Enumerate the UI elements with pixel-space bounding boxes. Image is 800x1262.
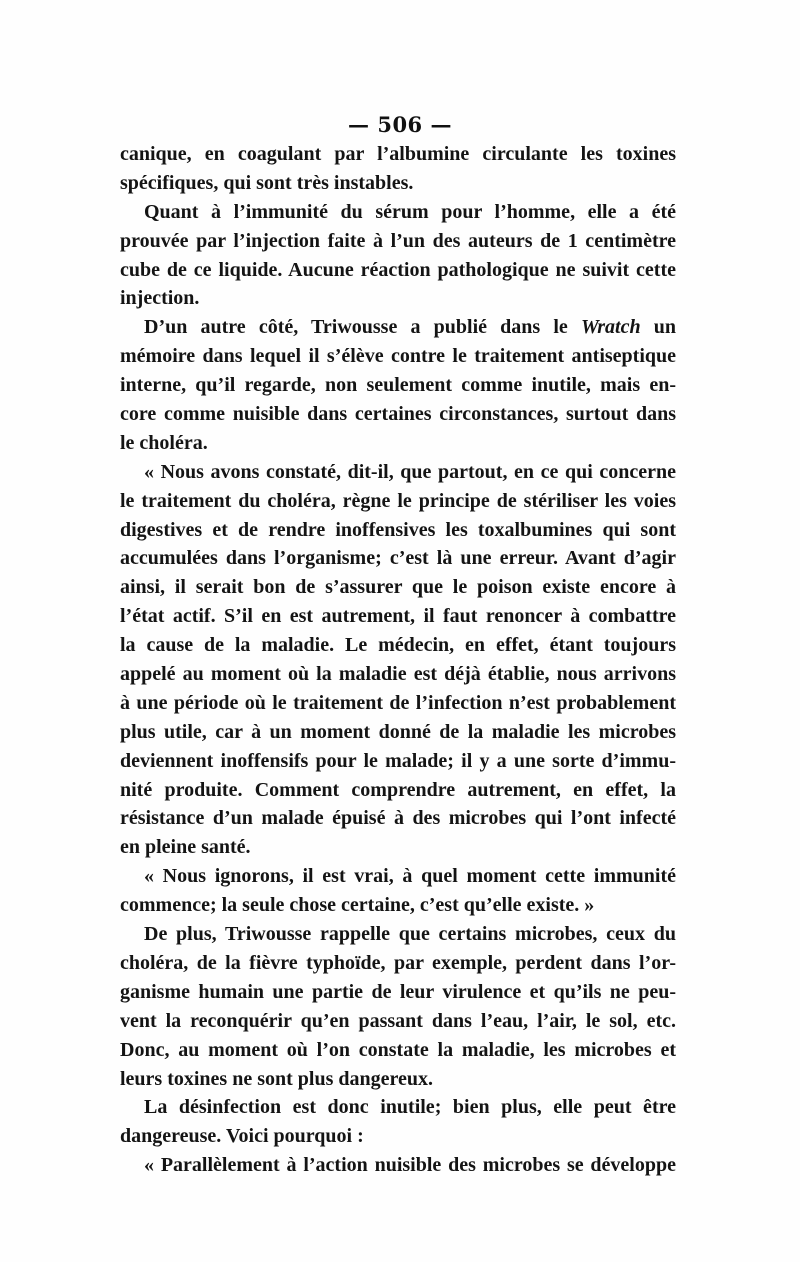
text-line: accumulées dans l’organisme; c’est là une erreur. Avant d’agir — [120, 547, 676, 570]
text-line: Quant à l’immunité du sérum pour l’homme, elle a été — [144, 200, 676, 223]
text-line: résistance d’un malade épuisé à des microbes qui l’ont infecté — [120, 807, 676, 830]
text-line: Donc, au moment où l’on constate la maladie, les microbes et — [120, 1038, 676, 1061]
text-line: nité produite. Comment comprendre autrement, en effet, la — [120, 778, 676, 801]
text-line: le choléra. — [120, 431, 208, 454]
text-line — [120, 313, 676, 342]
text-line: interne, qu’il regarde, non seulement comme inutile, mais en- — [120, 374, 676, 397]
text-line: La désinfection est donc inutile; bien plus, elle peut être — [144, 1096, 676, 1119]
text-line: canique, en coagulant par l’albumine circulante les toxines — [120, 143, 676, 165]
text-line: injection. — [120, 287, 200, 310]
text-line: cube de ce liquide. Aucune réaction pathologique ne suivit cette — [120, 258, 676, 281]
text-segment: D’un autre côté, Triwousse a publié dans le — [144, 316, 581, 339]
text-line: « Nous avons constaté, dit-il, que partout, en ce qui concerne — [144, 460, 676, 483]
text-line: vent la reconquérir qu’en passant dans l’eau, l’air, le sol, etc. — [120, 1009, 676, 1032]
page-number: — 506 — — [348, 112, 452, 137]
text-line: en pleine santé. — [120, 836, 251, 859]
text-line: « Nous ignorons, il est vrai, à quel moment cette immunité — [144, 865, 676, 888]
text-line: leurs toxines ne sont plus dangereux. — [120, 1067, 434, 1090]
text-line: ainsi, il serait bon de s’assurer que le poison existe encore à — [120, 576, 676, 599]
text-line: ganisme humain une partie de leur virulence et qu’ils ne peu- — [120, 980, 676, 1003]
text-line: prouvée par l’injection faite à l’un des auteurs de 1 centimètre — [120, 229, 676, 252]
text-line: spécifiques, qui sont très instables. — [120, 171, 414, 194]
text-line: plus utile, car à un moment donné de la maladie les microbes — [120, 720, 676, 743]
text-segment: un — [640, 316, 676, 339]
text-line: choléra, de la fièvre typhoïde, par exemple, perdent dans l’or- — [120, 951, 676, 974]
text-line: digestives et de rendre inoffensives les toxalbumines qui sont — [120, 518, 676, 541]
text-line: appelé au moment où la maladie est déjà établie, nous arrivons — [120, 663, 676, 686]
text-line: à une période où le traitement de l’infection n’est probablement — [120, 691, 676, 714]
journal-title: Wratch — [580, 316, 641, 339]
text-line: core comme nuisible dans certaines circonstances, surtout dans — [120, 403, 676, 426]
text-line: deviennent inoffensifs pour le malade; il y a une sorte d’immu- — [120, 749, 676, 772]
text-line: mémoire dans lequel il s’élève contre le traitement antiseptique — [120, 345, 676, 368]
text-line: la cause de la maladie. Le médecin, en effet, étant toujours — [120, 634, 676, 657]
text-line: le traitement du choléra, règne le principe de stériliser les voies — [120, 489, 676, 512]
text-line: commence; la seule chose certaine, c’est qu’elle existe. » — [120, 894, 595, 917]
text-line: l’état actif. S’il en est autrement, il faut renoncer à combattre — [120, 605, 676, 628]
text-line: « Parallèlement à l’action nuisible des microbes se développe — [144, 1154, 676, 1177]
text-line: De plus, Triwousse rappelle que certains microbes, ceux du — [144, 923, 676, 946]
body-text — [120, 140, 676, 1180]
text-line: dangereuse. Voici pourquoi : — [120, 1125, 364, 1148]
